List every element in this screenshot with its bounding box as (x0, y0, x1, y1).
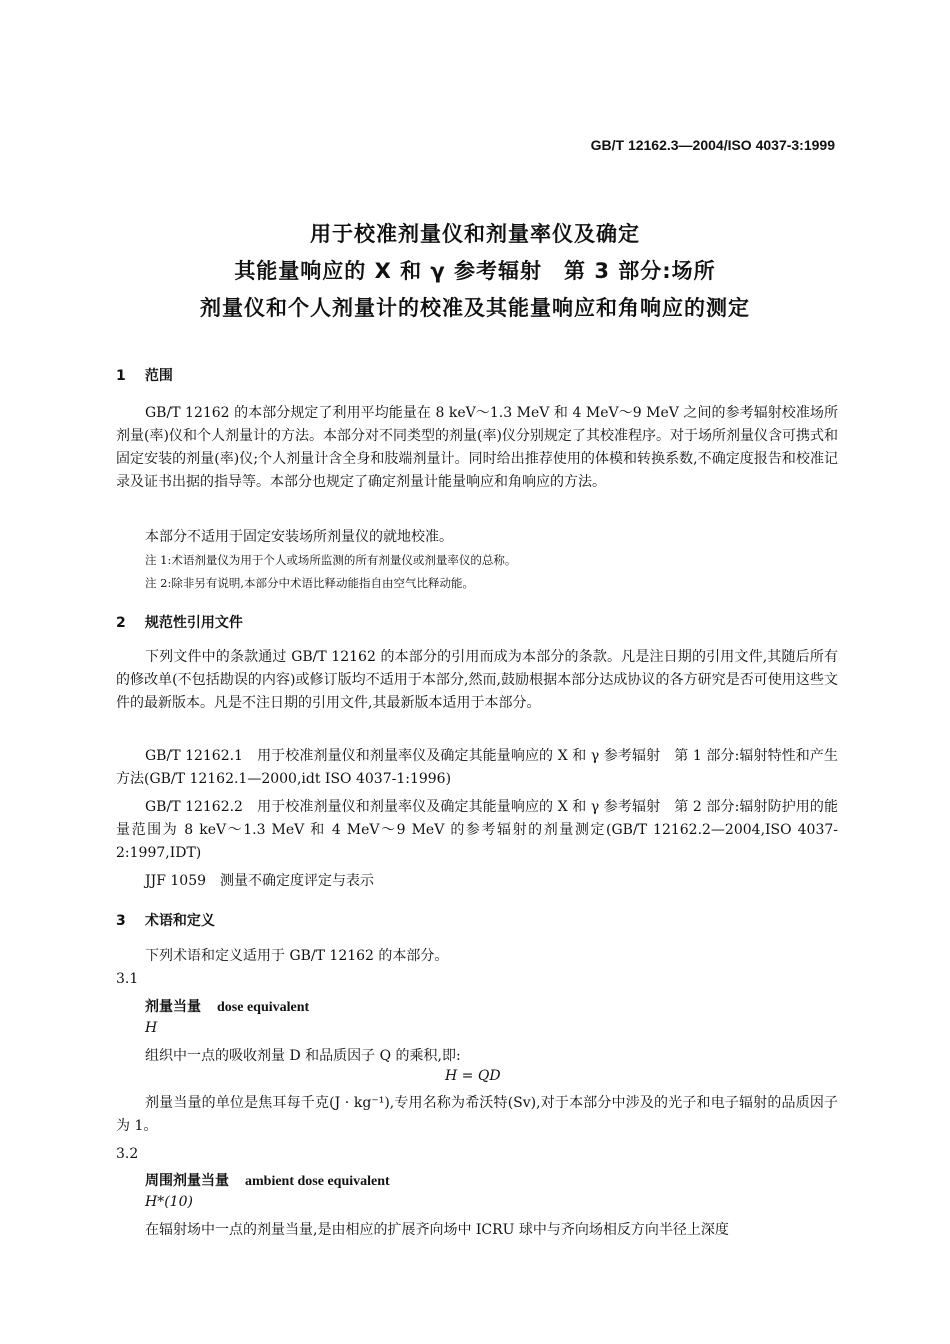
standard-code: GB/T 12162.3—2004/ISO 4037-3:1999 (590, 137, 835, 153)
section-3-number: 3 (116, 913, 126, 929)
section-2-number: 2 (116, 615, 126, 631)
note-1: 注 1:术语剂量仪为用于个人或场所监测的所有剂量仪或剂量率仪的总称。 (145, 553, 517, 567)
reference-1-code: GB/T 12162.1 (145, 748, 243, 764)
reference-2 (116, 796, 838, 865)
section-3-title: 术语和定义 (144, 913, 215, 929)
reference-3-code: JJF 1059 (145, 873, 207, 889)
section-2-heading (116, 612, 243, 632)
reference-1 (116, 745, 838, 791)
section-1-exclusion: 本部分不适用于固定安装场所剂量仪的就地校准。 (145, 529, 453, 545)
term-3-2-number: 3.2 (116, 1146, 139, 1162)
term-3-1-note: 剂量当量的单位是焦耳每千克(J · kg⁻¹),专用名称为希沃特(Sv),对于本部分中涉及的光子和电子辐射的品质因子为 1。 (116, 1095, 838, 1134)
term-3-2-en: ambient dose equivalent (245, 1174, 390, 1189)
term-3-2-definition: 在辐射场中一点的剂量当量,是由相应的扩展齐向场中 ICRU 球中与齐向场相反方向半径上深度 (145, 1222, 729, 1238)
term-3-1-number: 3.1 (116, 971, 139, 987)
title-line-2: 其能量响应的 X 和 γ 参考辐射 第 3 部分:场所 (234, 259, 716, 283)
reference-3-text: 测量不确定度评定与表示 (220, 873, 375, 889)
term-3-1-definition: 组织中一点的吸收剂量 D 和品质因子 Q 的乘积,即: (145, 1048, 461, 1064)
reference-1-text: 用于校准剂量仪和剂量率仪及确定其能量响应的 X 和 γ 参考辐射 第 1 部分:辐射特性和产生方法(GB/T 12162.1—2000,idt ISO 4037-1:1996) (116, 748, 838, 787)
term-3-1-symbol: H (145, 1020, 158, 1036)
reference-3 (116, 870, 838, 893)
section-2-paragraph: 下列文件中的条款通过 GB/T 12162 的本部分的引用而成为本部分的条款。凡是注日期的引用文件,其随后所有的修改单(不包括勘误的内容)或修订版均不适用于本部分,然而,鼓励根据本部分达成协议的各方研究是否可使用这些文件的最新版本。凡是不注日期的引用文件,其最新版本适用于本部分。 (116, 649, 838, 711)
term-3-2-zh: 周围剂量当量 (145, 1173, 229, 1189)
section-1-paragraph: GB/T 12162 的本部分规定了利用平均能量在 8 keV～1.3 MeV 和 4 MeV～9 MeV 之间的参考辐射校准场所剂量(率)仪和个人剂量计的方法。本部分对不同类型的剂量(率)仪分别规定了其校准程序。对于场所剂量仪含可携式和固定安装的剂量(率)仪;个人剂量计含全身和肢端剂量计。同时给出推荐使用的体模和转换系数,不确定度报告和校准记录及证书出据的指导等。本部分也规定了确定剂量计能量响应和角响应的方法。 (116, 405, 838, 490)
term-3-1-formula: H = QD (445, 1068, 501, 1084)
section-1-heading (116, 365, 173, 385)
section-2-title: 规范性引用文件 (144, 615, 243, 631)
reference-2-text: 用于校准剂量仪和剂量率仪及确定其能量响应的 X 和 γ 参考辐射 第 2 部分:辐射防护用的能量范围为 8 keV～1.3 MeV 和 4 MeV～9 MeV 的参考辐射的剂量测定(GB/T 12162.2—2004,ISO 4037-2:1997,IDT) (116, 799, 838, 861)
section-3-heading (116, 910, 215, 930)
term-3-1-zh: 剂量当量 (145, 999, 201, 1015)
section-3-intro: 下列术语和定义适用于 GB/T 12162 的本部分。 (145, 948, 449, 964)
term-3-2 (145, 1170, 390, 1190)
title-line-3: 剂量仪和个人剂量计的校准及其能量响应和角响应的测定 (200, 296, 750, 320)
section-1-title: 范围 (144, 368, 173, 384)
term-3-1-en: dose equivalent (217, 1000, 310, 1015)
reference-2-code: GB/T 12162.2 (145, 799, 243, 815)
note-2: 注 2:除非另有说明,本部分中术语比释动能指自由空气比释动能。 (145, 576, 474, 590)
term-3-1 (145, 996, 309, 1016)
section-1-number: 1 (116, 368, 126, 384)
title-line-1: 用于校准剂量仪和剂量率仪及确定 (310, 222, 640, 246)
term-3-2-symbol: H*(10) (145, 1194, 193, 1210)
